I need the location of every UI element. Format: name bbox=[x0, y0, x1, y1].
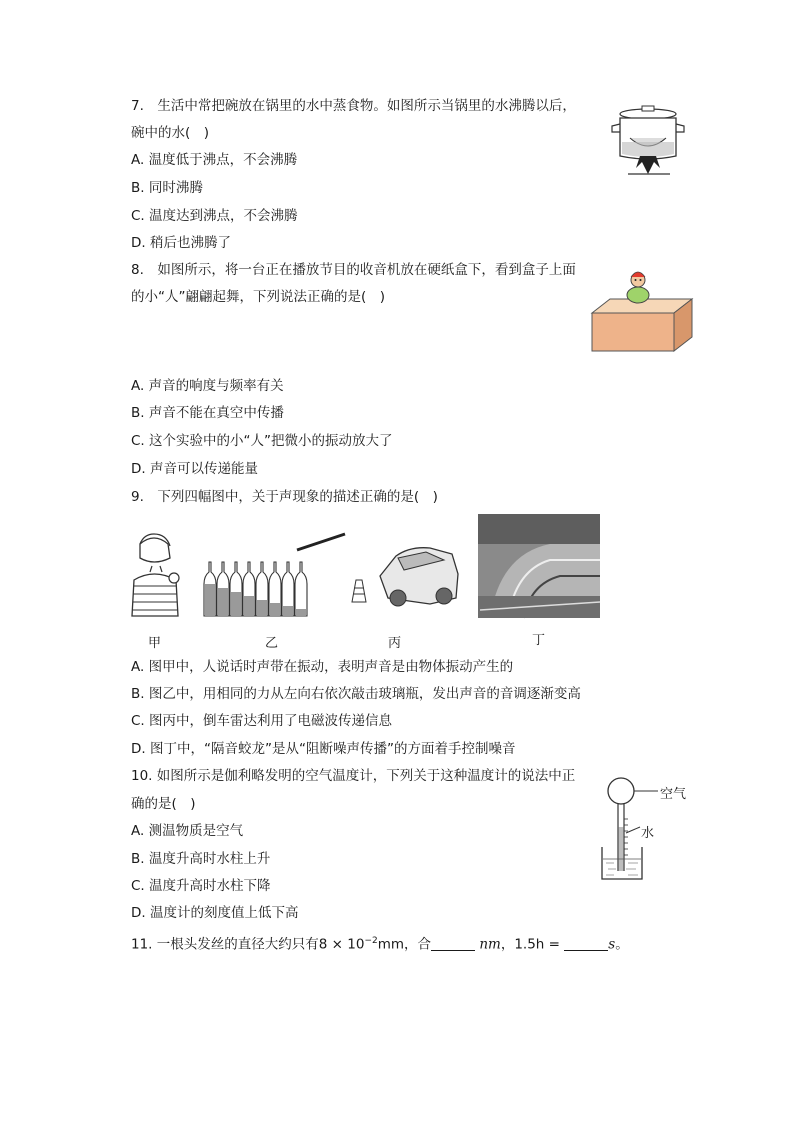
q11-unit-s: s bbox=[608, 936, 616, 953]
q9-option-d: D. 图丁中，“隔音蛟龙”是从“阻断噪声传播”的方面着手控制噪音 bbox=[131, 741, 516, 757]
q11-exponent: −2 bbox=[364, 936, 378, 946]
caption-jia: 甲 bbox=[148, 636, 162, 651]
q11-stem bbox=[131, 932, 629, 954]
q8-option-d: D. 声音可以传递能量 bbox=[131, 461, 258, 477]
q10-option-b: B. 温度升高时水柱上升 bbox=[131, 851, 271, 867]
q9-option-b: B. 图乙中，用相同的力从左向右依次敲击玻璃瓶，发出声音的音调逐渐变高 bbox=[131, 686, 581, 702]
q8-option-a: A. 声音的响度与频率有关 bbox=[131, 378, 284, 394]
q8-stem-line1: 8. 如图所示，将一台正在播放节目的收音机放在硬纸盒下，看到盒子上面 bbox=[131, 262, 576, 278]
q7-option-a: A. 温度低于沸点，不会沸腾 bbox=[131, 152, 298, 168]
caption-ding: 丁 bbox=[532, 633, 546, 648]
q7-option-c: C. 温度达到沸点，不会沸腾 bbox=[131, 208, 298, 224]
caption-bing: 丙 bbox=[388, 636, 402, 651]
noise-barrier-tunnel-image bbox=[478, 514, 600, 618]
four-sound-phenomena-figure bbox=[130, 514, 605, 642]
q9-stem-line1: 9. 下列四幅图中，关于声现象的描述正确的是( ) bbox=[131, 489, 438, 505]
dancing-figure-on-box-figure bbox=[590, 265, 694, 353]
pot-steaming-bowl-figure bbox=[604, 104, 696, 180]
q8-option-c: C. 这个实验中的小“人”把微小的振动放大了 bbox=[131, 433, 393, 449]
q7-option-d: D. 稍后也沸腾了 bbox=[131, 235, 231, 251]
q11-value: 8 × 10 bbox=[318, 936, 365, 953]
label-air: 空气 bbox=[660, 787, 687, 802]
q10-option-a: A. 测温物质是空气 bbox=[131, 823, 244, 839]
q11-end: 。 bbox=[615, 936, 629, 953]
reversing-car-image bbox=[352, 548, 458, 606]
q11-prefix: 11. 一根头发丝的直径大约只有 bbox=[131, 936, 319, 953]
label-water: 水 bbox=[641, 826, 655, 841]
q11-mid: ，1.5h = bbox=[500, 936, 560, 953]
q8-stem-line2: 的小“人”翩翩起舞，下列说法正确的是( ) bbox=[131, 289, 386, 305]
q10-stem-line1: 10. 如图所示是伽利略发明的空气温度计，下列关于这种温度计的说法中正 bbox=[131, 768, 576, 784]
q10-option-d: D. 温度计的刻度值上低下高 bbox=[131, 905, 299, 921]
q10-option-c: C. 温度升高时水柱下降 bbox=[131, 878, 271, 894]
q8-option-b: B. 声音不能在真空中传播 bbox=[131, 405, 284, 421]
q10-stem-line2: 确的是( ) bbox=[131, 796, 196, 812]
q7-option-b: B. 同时沸腾 bbox=[131, 180, 203, 196]
q7-stem-line1: 7. 生活中常把碗放在锅里的水中蒸食物。如图所示当锅里的水沸腾以后， bbox=[131, 98, 576, 114]
q7-stem-line2: 碗中的水( ) bbox=[131, 125, 210, 141]
caption-yi: 乙 bbox=[265, 636, 279, 651]
q9-option-a: A. 图甲中，人说话时声带在振动，表明声音是由物体振动产生的 bbox=[131, 659, 514, 675]
q11-unit-nm: nm bbox=[479, 936, 501, 953]
answer-blank-1[interactable] bbox=[431, 936, 475, 951]
person-speaking-image bbox=[132, 534, 179, 616]
q9-option-c: C. 图丙中，倒车雷达利用了电磁波传递信息 bbox=[131, 713, 393, 729]
answer-blank-2[interactable] bbox=[564, 936, 608, 951]
q11-unit-mm: mm，合 bbox=[377, 936, 432, 953]
glass-bottles-image bbox=[204, 534, 345, 616]
